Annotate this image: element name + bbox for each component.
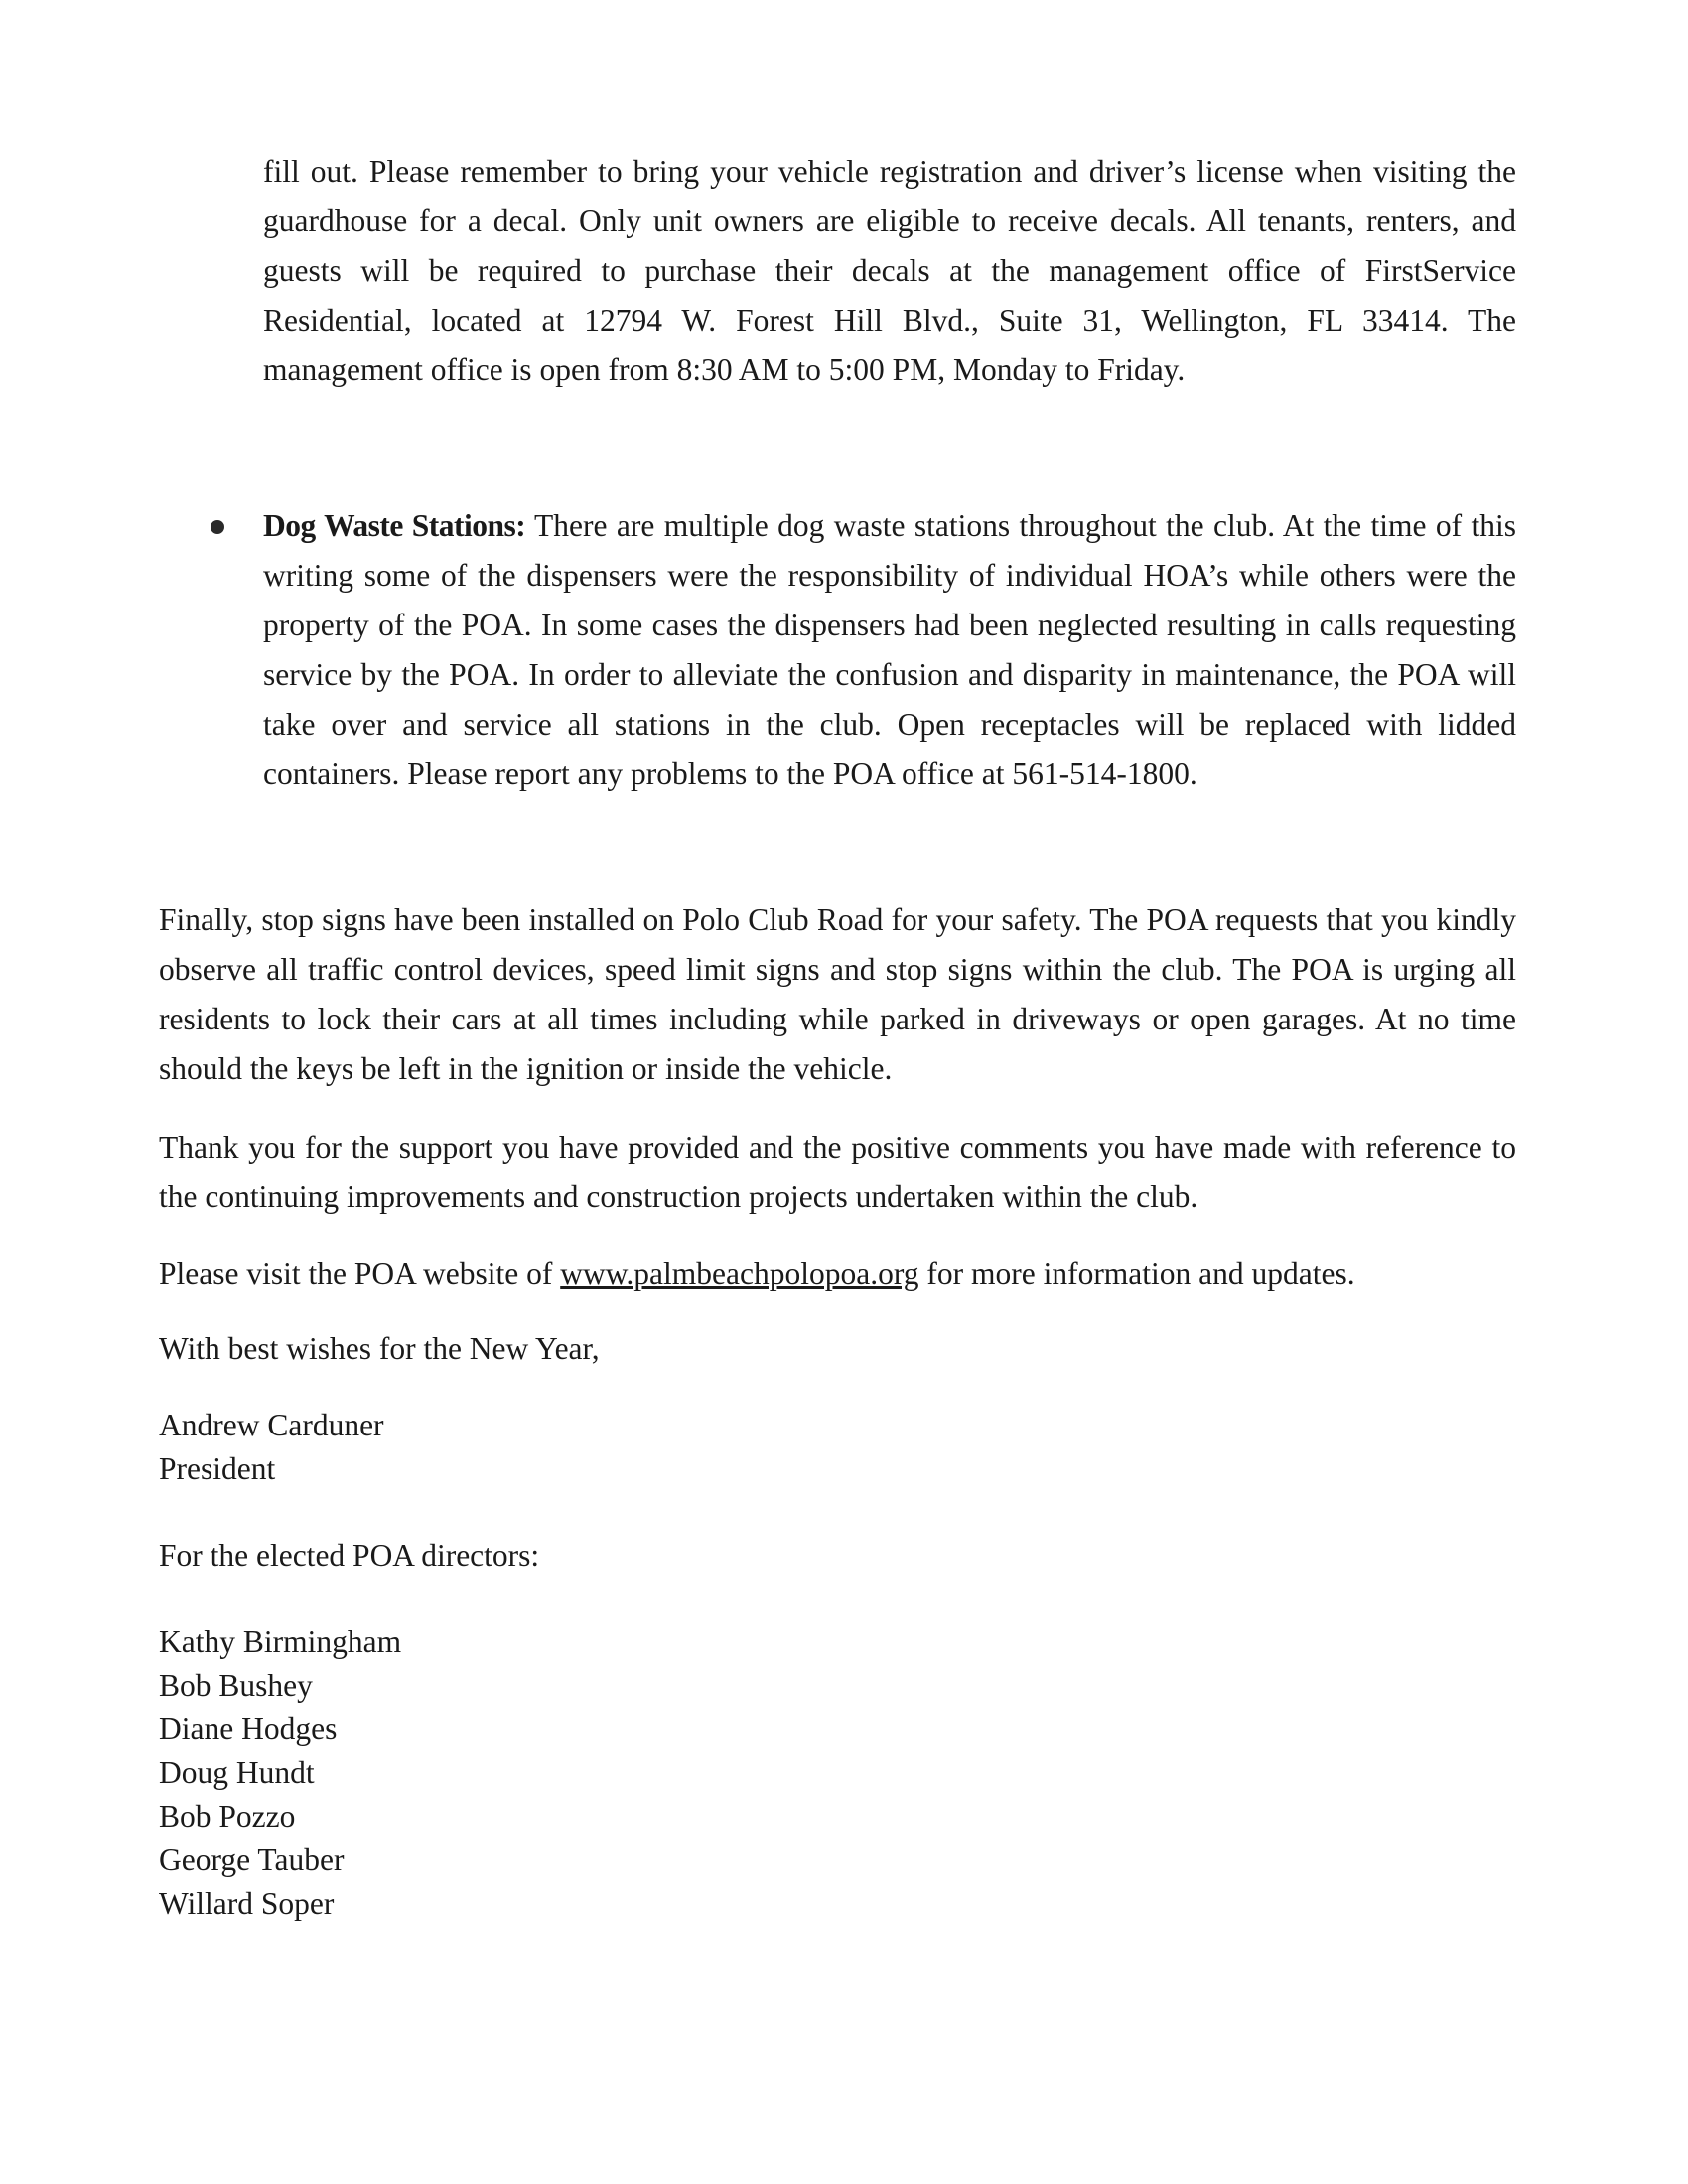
website-prefix: Please visit the POA website of [159,1256,561,1291]
website-suffix: for more information and updates. [918,1256,1355,1291]
director-name: Willard Soper [159,1886,335,1921]
decal-paragraph: fill out. Please remember to bring your vehicle registration and driver’s license when visiting the guardhouse for a decal. Only unit owners are eligible to receive decals. All tenants, renters, and guests will be required to purchase their decals at the management office of FirstService Residential, located at 12794 W. Forest Hill Blvd., Suite 31, Wellington, FL 33414. The management office is open from 8:30 AM to 5:00 PM, Monday to Friday. [263,154,1516,387]
signer-name: Andrew Carduner [159,1408,384,1442]
director-name: George Tauber [159,1843,345,1877]
dog-waste-item [263,501,1516,799]
dog-waste-text: There are multiple dog waste stations throughout the club. At the time of this writing some of the dispensers were the responsibility of individual HOA’s while others were the property of the POA. In some cases the dispensers had been neglected resulting in calls requesting service by the POA. In order to alleviate the confusion and disparity in maintenance, the POA will take over and service all stations in the club. Open receptacles will be replaced with lidded containers. Please report any problems to the POA office at 561-514-1800. [263,508,1516,791]
signer-title: President [159,1451,276,1486]
director-name: Kathy Birmingham [159,1624,402,1659]
thanks-paragraph: Thank you for the support you have provided and the positive comments you have made with reference to the continuing improvements and construction projects undertaken within the club. [159,1130,1516,1214]
directors-heading: For the elected POA directors: [159,1538,540,1572]
website-link[interactable]: www.palmbeachpolopoa.org [560,1256,919,1291]
director-name: Doug Hundt [159,1755,315,1790]
director-name: Diane Hodges [159,1711,338,1746]
director-name: Bob Pozzo [159,1799,296,1834]
closing-line: With best wishes for the New Year, [159,1331,600,1366]
stop-signs-paragraph: Finally, stop signs have been installed on Polo Club Road for your safety. The POA requests that you kindly observe all traffic control devices, speed limit signs and stop signs within the club. The POA is urging all residents to lock their cars at all times including while parked in driveways or open garages. At no time should the keys be left in the ignition or inside the vehicle. [159,902,1516,1086]
dog-waste-heading: Dog Waste Stations: [263,508,526,543]
director-name: Bob Bushey [159,1668,313,1703]
bullet-icon [211,520,224,534]
website-paragraph [159,1252,1355,1296]
